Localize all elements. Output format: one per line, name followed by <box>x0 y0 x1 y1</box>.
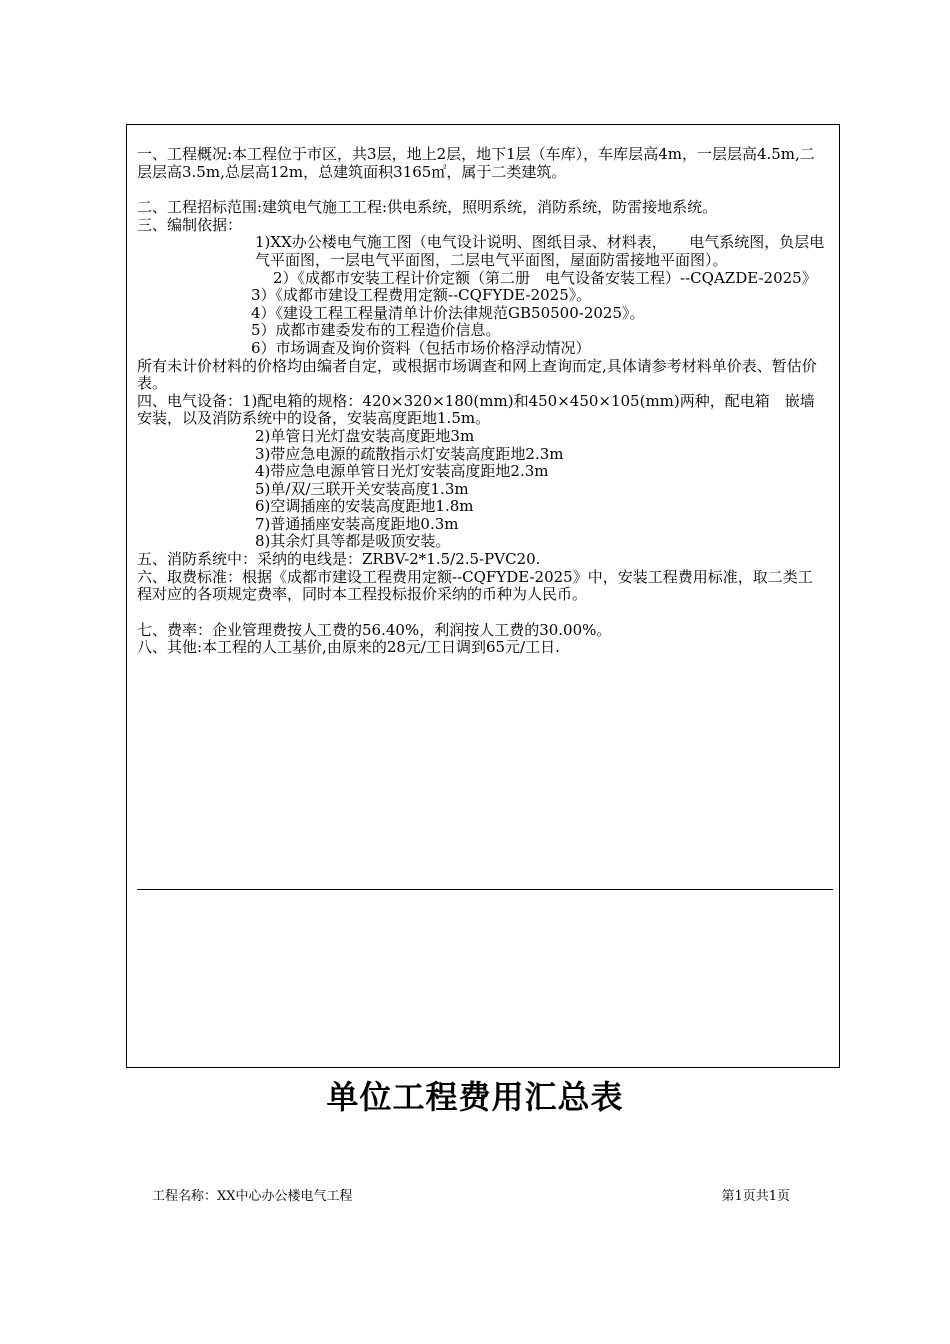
equipment-item-4: 4)带应急电源单管日光灯安装高度距地2.3m <box>255 462 549 481</box>
equipment-item-8: 8)其余灯具等都是吸顶安装。 <box>255 532 451 551</box>
fire-system-paragraph: 五、消防系统中：采纳的电线是：ZRBV-2*1.5/2.5-PVC20. <box>137 550 541 569</box>
fee-standard-paragraph: 六、取费标准：根据《成都市建设工程费用定额--CQFYDE-2025》中，安装工程费用标准，取二类工程对应的各项规定费率，同时本工程投标报价采纳的币种为人民币。 <box>137 567 813 604</box>
other-paragraph: 八、其他:本工程的人工基价,由原来的28元/工日调到65元/工日. <box>137 638 560 657</box>
material-price-note: 所有未计价材料的价格均由编者自定，或根据市场调查和网上查询而定,具体请参考材料单价表、暂估价表。 <box>137 356 817 393</box>
equipment-item-3: 3)带应急电源的疏散指示灯安装高度距地2.3m <box>255 444 564 463</box>
scope-paragraph: 二、工程招标范围:建筑电气施工工程:供电系统，照明系统，消防系统，防雷接地系统。 <box>137 198 718 217</box>
spacer <box>137 604 827 622</box>
equipment-item-7: 7)普通插座安装高度距地0.3m <box>255 514 459 533</box>
description-frame <box>126 124 840 1068</box>
equipment-item-5: 5)单/双/三联开关安装高度1.3m <box>255 479 469 498</box>
project-name-label: 工程名称：XX中心办公楼电气工程 <box>152 1189 353 1204</box>
description-content <box>137 146 827 657</box>
basis-item-4: 4）《建设工程工程量清单计价法律规范GB50500-2025》。 <box>251 303 645 322</box>
basis-item-1: 1)XX办公楼电气施工图（电气设计说明、图纸目录、材料表， 电气系统图，负层电气平面图，一层电气平面图，二层电气平面图，屋面防雷接地平面图）。 <box>255 233 825 269</box>
separator-line <box>137 889 833 890</box>
page-title: 单位工程费用汇总表 <box>326 1078 624 1116</box>
basis-item-6: 6）市场调查及询价资料（包括市场价格浮动情况） <box>251 338 591 357</box>
overview-paragraph: 一、工程概况:本工程位于市区，共3层，地上2层，地下1层（车库），车库层高4m，一层层高4.5m,二层层高3.5m,总层高12m，总建筑面积3165㎡，属于二类建筑。 <box>137 145 815 181</box>
basis-item-5: 5）成都市建委发布的工程造价信息。 <box>251 321 501 340</box>
basis-heading: 三、编制依据： <box>137 215 243 234</box>
basis-item-3: 3）《成都市建设工程费用定额--CQFYDE-2025》。 <box>251 286 592 305</box>
spacer <box>137 181 827 199</box>
equipment-item-2: 2)单管日光灯盘安装高度距地3m <box>255 426 475 445</box>
page-number: 第1页共1页 <box>721 1189 790 1204</box>
equipment-paragraph: 四、电气设备：1)配电箱的规格：420×320×180(mm)和450×450×105(mm)两种，配电箱 嵌墙安装，以及消防系统中的设备，安装高度距地1.5m。 <box>137 391 815 428</box>
fee-rate-paragraph: 七、费率：企业管理费按人工费的56.40%，利润按人工费的30.00%。 <box>137 620 612 639</box>
equipment-item-6: 6)空调插座的安装高度距地1.8m <box>255 497 474 516</box>
basis-item-2: 2）《成都市安装工程计价定额（第二册 电气设备安装工程）--CQAZDE-2025》 <box>273 268 817 287</box>
